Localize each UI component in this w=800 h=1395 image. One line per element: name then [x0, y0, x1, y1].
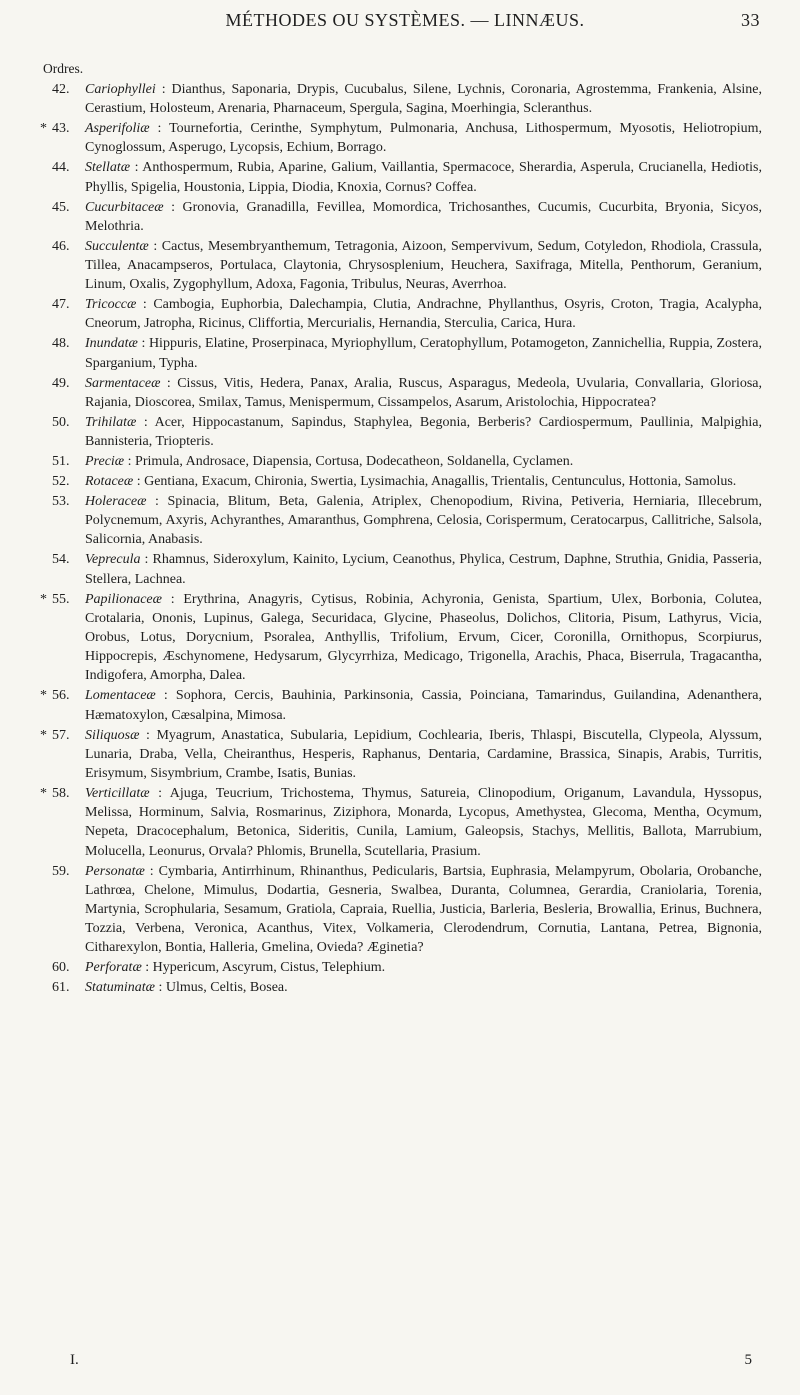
- order-entry: [40, 590, 762, 686]
- genera-list: : Acer, Hippocastanum, Sapindus, Staphylea, Begonia, Berberis? Cardiospermum, Paullinia, Malpighia, Bannisteria, Triopteris.: [85, 414, 762, 450]
- genera-list: : Rhamnus, Sideroxylum, Kainito, Lycium, Ceanothus, Phylica, Cestrum, Daphne, Struthia, Gnidia, Passeria, Stellera, Lachnea.: [85, 552, 762, 587]
- order-entry: [40, 784, 762, 861]
- genera-list: : Spinacia, Blitum, Beta, Galenia, Atriplex, Chenopodium, Rivina, Petiveria, Herniaria, Illecebrum, Polycnemum, Axyris, Achyranthes, Amaranthus, Gomphrena, Celosia, Corispermum, Ceratocarpus, Callitriche, Salsola, Salicornia, Anabasis.: [85, 494, 762, 548]
- order-number: 44.: [52, 160, 70, 176]
- section-label: Ordres.: [43, 61, 84, 76]
- order-name: Holeraceæ: [85, 494, 147, 510]
- order-number: 50.: [52, 414, 70, 430]
- order-number: 42.: [52, 82, 70, 97]
- order-number: 54.: [52, 552, 70, 568]
- order-number: 53.: [52, 494, 70, 510]
- order-number: 60.: [52, 960, 70, 976]
- order-name: Verticillatæ: [85, 786, 150, 802]
- genera-list: : Tournefortia, Cerinthe, Symphytum, Pulmonaria, Anchusa, Lithospermum, Myosotis, Heliotropium, Cynoglossum, Asperugo, Lycopsis, Echium, Borrago.: [85, 121, 762, 156]
- order-name: Rotaceæ: [85, 474, 134, 490]
- order-name: Inundatæ: [85, 336, 138, 352]
- order-number: 48.: [52, 336, 70, 352]
- order-name: Asperifoliæ: [85, 121, 150, 137]
- genera-list: : Cactus, Mesembryanthemum, Tetragonia, Aizoon, Sempervivum, Sedum, Cotyledon, Rhodiola, Crassula, Tillea, Anacampseros, Portulaca, Claytonia, Chrysosplenium, Heuchera, Saxifraga, Mitella, Penthorum, Geranium, Linum, Oxalis, Zygophyllum, Adoxa, Fagonia, Tribulus, Neuras, Averrhoa.: [85, 238, 762, 293]
- order-name: Trihilatæ: [85, 414, 137, 430]
- order-name: Siliquosæ: [85, 727, 140, 743]
- genera-list: : Myagrum, Anastatica, Subularia, Lepidium, Cochlearia, Iberis, Thlaspi, Biscutella, Clypeola, Alyssum, Lunaria, Draba, Vella, Cheiranthus, Hesperis, Raphanus, Dentaria, Cardamine, Brassica, Sinapis, Arabis, Turritis, Erisymum, Sisymbrium, Crambe, Isatis, Bunias.: [85, 727, 762, 782]
- order-name: Veprecula: [85, 552, 141, 568]
- page-number: 33: [741, 10, 760, 30]
- order-entry: [40, 472, 762, 491]
- signature-mark-left: I.: [70, 1352, 79, 1368]
- order-name: Perforatæ: [85, 960, 142, 976]
- order-entry: [40, 374, 762, 412]
- order-entry: [40, 413, 762, 451]
- genera-list: : Cymbaria, Antirrhinum, Rhinanthus, Pedicularis, Bartsia, Euphrasia, Melampyrum, Obolaria, Orobanche, Lathrœa, Chelone, Mimulus, Dodartia, Gesneria, Swalbea, Duranta, Columnea, Gerardia, Craniolaria, Torenia, Martynia, Scrophularia, Sesamum, Gratiola, Capraia, Ruellia, Justicia, Barleria, Besleria, Browallia, Erinus, Buchnera, Tozzia, Verbena, Veronica, Acanthus, Vitex, Volkameria, Clerodendrum, Cornutia, Lantana, Petrea, Bignonia, Citharexylon, Bontia, Halleria, Gmelina, Ovieda? Æginetia?: [85, 863, 762, 956]
- order-number: 43.: [52, 121, 70, 137]
- asterisk-mark: *: [40, 727, 47, 743]
- order-number: 45.: [52, 199, 70, 215]
- asterisk-mark: *: [40, 121, 47, 137]
- order-name: Tricoccæ: [85, 297, 137, 313]
- order-name: Succulentæ: [85, 238, 149, 254]
- order-entry: [40, 686, 762, 724]
- order-name: Preciæ: [85, 454, 125, 470]
- genera-list: : Hypericum, Ascyrum, Cistus, Telephium.: [141, 960, 386, 976]
- order-name: Papilionaceæ: [85, 591, 162, 607]
- genera-list: : Cissus, Vitis, Hedera, Panax, Aralia, Ruscus, Asparagus, Medeola, Uvularia, Convallaria, Gloriosa, Rajania, Dioscorea, Smilax, Tamus, Menispermum, Cissampelos, Asarum, Aristolochia, Hippocratea?: [85, 375, 762, 410]
- order-number: 57.: [52, 727, 70, 743]
- genera-list: : Gronovia, Granadilla, Fevillea, Momordica, Trichosanthes, Cucumis, Cucurbita, Bryonia, Sicyos, Melothria.: [85, 199, 762, 234]
- order-number: 47.: [52, 297, 70, 313]
- order-name: Stellatæ: [85, 160, 131, 176]
- genera-list: : Sophora, Cercis, Bauhinia, Parkinsonia, Cassia, Poinciana, Tamarindus, Guilandina, Adenanthera, Hæmatoxylon, Cæsalpina, Mimosa.: [85, 688, 762, 723]
- order-entry: [40, 550, 762, 588]
- order-name: Cucurbitaceæ: [85, 199, 164, 215]
- running-head: [50, 10, 760, 34]
- order-list: [40, 80, 762, 998]
- order-number: 59.: [52, 863, 70, 879]
- genera-list: : Erythrina, Anagyris, Cytisus, Robinia, Achyronia, Genista, Spartium, Ulex, Borbonia, Colutea, Crotalaria, Ononis, Lupinus, Galega, Securidaca, Glycine, Phaseolus, Dolichos, Clitoria, Pisum, Lathyrus, Vicia, Orobus, Lotus, Dorycnium, Psoralea, Anthyllis, Trifolium, Ervum, Cicer, Coronilla, Ornithopus, Scorpiurus, Hippocrepis, Æschynomene, Hedysarum, Glycyrrhiza, Medicago, Trigonella, Arachis, Phaca, Biserrula, Tragacantha, Indigofera, Amorpha, Dalea.: [85, 591, 762, 684]
- order-name: Cariophyllei: [85, 82, 156, 97]
- order-number: 46.: [52, 238, 70, 254]
- order-entry: [40, 119, 762, 157]
- genera-list: : Hippuris, Elatine, Proserpinaca, Myriophyllum, Ceratophyllum, Potamogeton, Zannichellia, Ruppia, Zostera, Sparganium, Typha.: [85, 336, 762, 371]
- order-number: 49.: [52, 375, 70, 391]
- order-entry: [40, 237, 762, 295]
- order-entry: [40, 452, 762, 471]
- genera-list: : Dianthus, Saponaria, Drypis, Cucubalus, Silene, Lychnis, Coronaria, Agrostemma, Frankenia, Alsine, Cerastium, Holosteum, Arenaria, Pharnaceum, Spergula, Sagina, Moerhingia, Scleranthus.: [85, 82, 762, 117]
- genera-list: : Gentiana, Exacum, Chironia, Swertia, Lysimachia, Anagallis, Trientalis, Centunculus, Hottonia, Samolus.: [133, 474, 737, 490]
- signature-mark-right: 5: [744, 1352, 752, 1368]
- order-number: 52.: [52, 474, 70, 490]
- order-number: 55.: [52, 591, 70, 607]
- order-number: 58.: [52, 786, 70, 802]
- order-number: 61.: [52, 980, 70, 996]
- genera-list: : Ajuga, Teucrium, Trichostema, Thymus, Satureia, Clinopodium, Origanum, Lavandula, Hyssopus, Melissa, Horminum, Salvia, Rosmarinus, Ziziphora, Monarda, Lycopus, Amethystea, Glecoma, Mentha, Ocymum, Nepeta, Dracocephalum, Betonica, Sideritis, Cunila, Lamium, Galeopsis, Stachys, Mellitis, Ballota, Marrubium, Molucella, Leonurus, Orvala? Phlomis, Brunella, Scutellaria, Prasium.: [85, 786, 762, 859]
- order-number: 51.: [52, 454, 70, 470]
- order-name: Sarmentaceæ: [85, 375, 161, 391]
- asterisk-mark: *: [40, 786, 47, 802]
- order-entry: [40, 295, 762, 333]
- order-entry: [40, 198, 762, 236]
- order-number: 56.: [52, 688, 70, 704]
- running-head-title: MÉTHODES OU SYSTÈMES. — LINNÆUS.: [225, 10, 585, 30]
- order-name: Statuminatæ: [85, 980, 156, 996]
- order-entry: [40, 80, 762, 118]
- asterisk-mark: *: [40, 591, 47, 607]
- order-entry: [40, 726, 762, 784]
- genera-list: : Cambogia, Euphorbia, Dalechampia, Clutia, Andrachne, Phyllanthus, Osyris, Croton, Tragia, Acalypha, Cneorum, Jatropha, Ricinus, Cliffortia, Mercurialis, Hernandia, Sterculia, Carica, Hura.: [85, 297, 762, 332]
- asterisk-mark: *: [40, 688, 47, 704]
- genera-list: : Anthospermum, Rubia, Aparine, Galium, Vaillantia, Spermacoce, Sherardia, Asperula, Crucianella, Hediotis, Phyllis, Spigelia, Houstonia, Lippia, Diodia, Knoxia, Cornus? Coffea.: [85, 160, 762, 195]
- genera-list: : Ulmus, Celtis, Bosea.: [155, 980, 288, 996]
- order-entry: [40, 492, 762, 550]
- order-name: Lomentaceæ: [85, 688, 156, 704]
- order-entry: [40, 158, 762, 196]
- order-entry: [40, 978, 762, 997]
- genera-list: : Primula, Androsace, Diapensia, Cortusa, Dodecatheon, Soldanella, Cyclamen.: [124, 454, 574, 470]
- order-name: Personatæ: [85, 863, 145, 879]
- order-entry: [40, 862, 762, 958]
- order-entry: [40, 958, 762, 977]
- order-entry: [40, 334, 762, 372]
